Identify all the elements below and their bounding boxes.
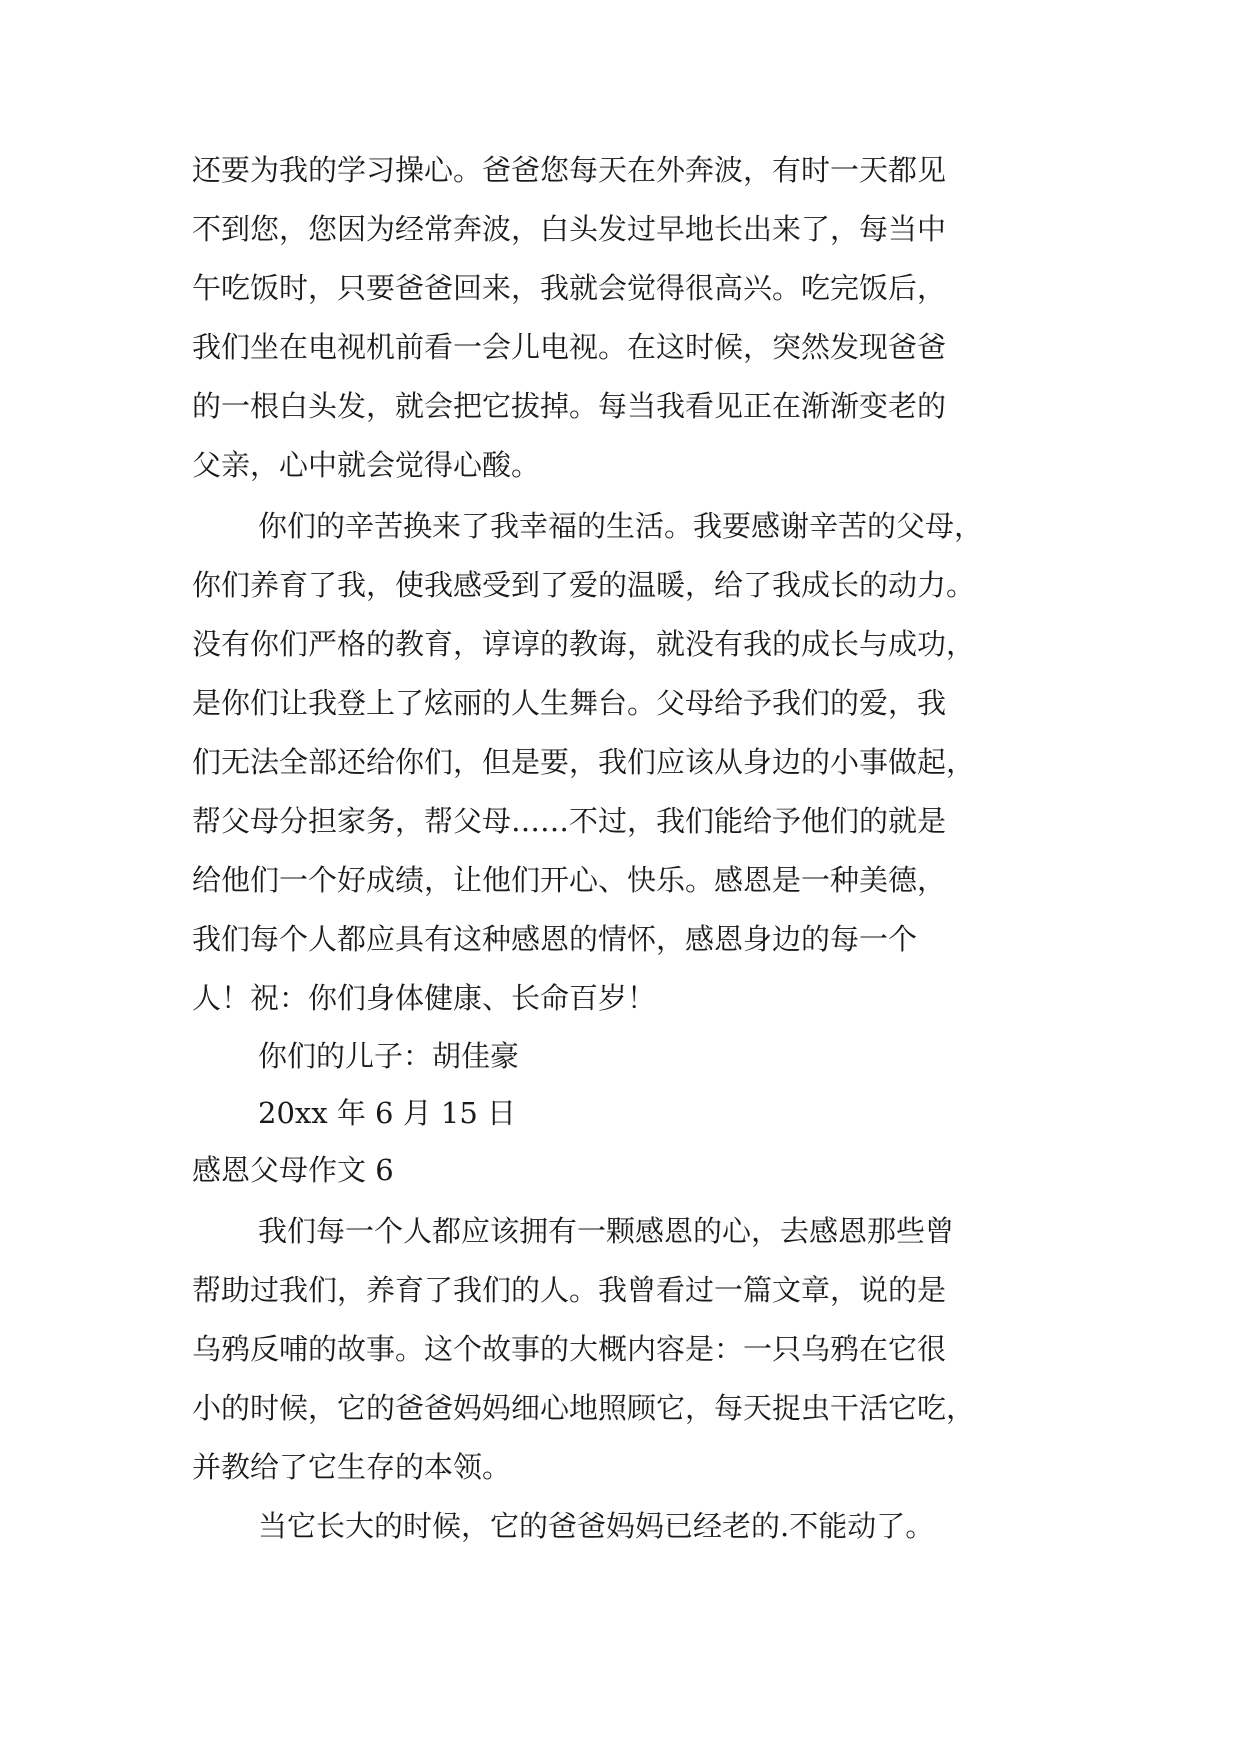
paragraph-4-line-1: 当它长大的时候，它的爸爸妈妈已经老的.不能动了。	[258, 1509, 935, 1543]
paragraph-2-line-5: 们无法全部还给你们，但是要，我们应该从身边的小事做起，	[192, 745, 976, 779]
paragraph-1-line-4: 我们坐在电视机前看一会儿电视。在这时候，突然发现爸爸	[192, 330, 947, 364]
paragraph-3-line-3: 乌鸦反哺的故事。这个故事的大概内容是：一只乌鸦在它很	[192, 1332, 947, 1366]
paragraph-1-line-5: 的一根白头发，就会把它拔掉。每当我看见正在渐渐变老的	[192, 389, 947, 423]
paragraph-3-line-5: 并教给了它生存的本领。	[192, 1450, 512, 1484]
paragraph-2-line-9: 人！祝：你们身体健康、长命百岁！	[192, 981, 657, 1015]
paragraph-3-line-4: 小的时候，它的爸爸妈妈细心地照顾它，每天捉虫干活它吃，	[192, 1391, 976, 1425]
paragraph-2-line-8: 我们每个人都应具有这种感恩的情怀，感恩身边的每一个	[192, 922, 918, 956]
signature: 你们的儿子：胡佳豪	[258, 1039, 520, 1073]
paragraph-2-line-3: 没有你们严格的教育，谆谆的教诲，就没有我的成长与成功，	[192, 627, 976, 661]
paragraph-1-line-6: 父亲，心中就会觉得心酸。	[192, 448, 541, 482]
paragraph-2-line-1: 你们的辛苦换来了我幸福的生活。我要感谢辛苦的父母，	[258, 509, 984, 543]
paragraph-2-line-2: 你们养育了我，使我感受到了爱的温暖，给了我成长的动力。	[192, 568, 976, 602]
paragraph-1-line-1: 还要为我的学习操心。爸爸您每天在外奔波，有时一天都见	[192, 153, 947, 187]
paragraph-2-line-4: 是你们让我登上了炫丽的人生舞台。父母给予我们的爱，我	[192, 686, 947, 720]
paragraph-2-line-6: 帮父母分担家务，帮父母……不过，我们能给予他们的就是	[192, 804, 947, 838]
paragraph-3-line-1: 我们每一个人都应该拥有一颗感恩的心，去感恩那些曾	[258, 1214, 955, 1248]
essay-heading: 感恩父母作文 6	[192, 1153, 394, 1187]
date: 20xx 年 6 月 15 日	[258, 1096, 517, 1130]
paragraph-1-line-2: 不到您，您因为经常奔波，白头发过早地长出来了，每当中	[192, 212, 947, 246]
paragraph-2-line-7: 给他们一个好成绩，让他们开心、快乐。感恩是一种美德，	[192, 863, 947, 897]
paragraph-3-line-2: 帮助过我们，养育了我们的人。我曾看过一篇文章，说的是	[192, 1273, 947, 1307]
paragraph-1-line-3: 午吃饭时，只要爸爸回来，我就会觉得很高兴。吃完饭后，	[192, 271, 947, 305]
